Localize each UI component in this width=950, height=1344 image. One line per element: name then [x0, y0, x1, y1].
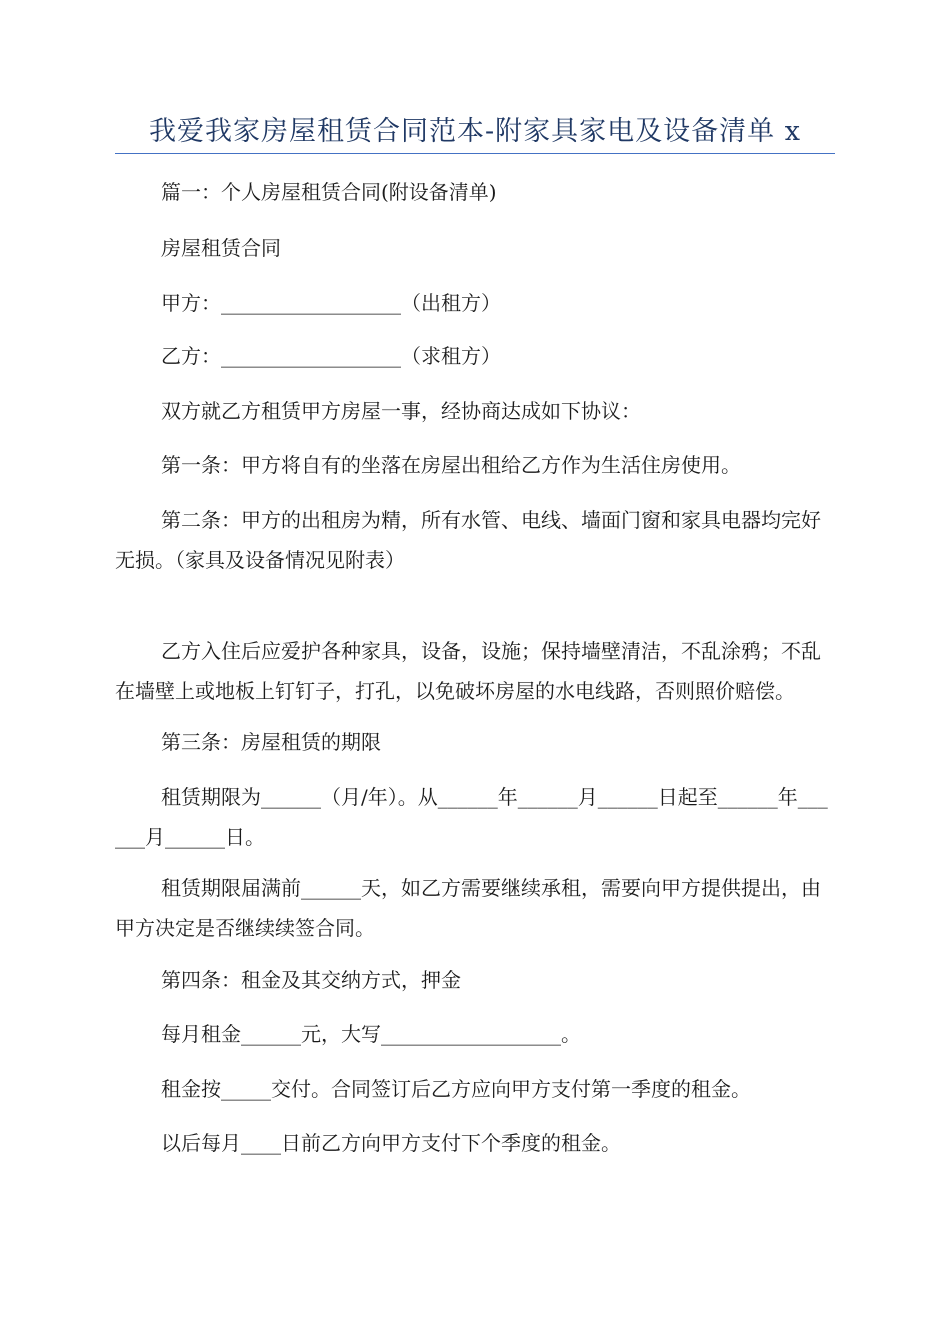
section-heading-part-one: 篇一：个人房屋租赁合同(附设备清单) [161, 180, 497, 204]
article-two: 第二条：甲方的出租房为精，所有水管、电线、墙面门窗和家具电器均完好无损。（家具及设备情况见附表） [115, 508, 821, 572]
rent-payment-terms: 租金按_____交付。合同签订后乙方应向甲方支付第一季度的租金。 [161, 1077, 751, 1101]
document-title: 我爱我家房屋租赁合同范本-附家具家电及设备清单 x [149, 116, 801, 147]
agreement-intro: 双方就乙方租赁甲方房屋一事，经协商达成如下协议： [161, 399, 641, 423]
quarterly-payment: 以后每月____日前乙方向甲方支付下个季度的租金。 [161, 1131, 621, 1155]
tenant-obligations: 乙方入住后应爱护各种家具，设备，设施；保持墙壁清洁，不乱涂鸦；不乱在墙壁上或地板上钉钉子，打孔，以免破坏房屋的水电线路，否则照价赔偿。 [115, 639, 821, 703]
monthly-rent: 每月租金______元，大写__________________。 [161, 1022, 581, 1046]
renewal-clause: 租赁期限届满前______天，如乙方需要继续承租，需要向甲方提供提出，由甲方决定是否继续续签合同。 [115, 876, 821, 940]
title-underline [115, 153, 835, 154]
article-three: 第三条：房屋租赁的期限 [161, 730, 381, 754]
article-four: 第四条：租金及其交纳方式，押金 [161, 968, 461, 992]
contract-heading: 房屋租赁合同 [161, 236, 281, 260]
party-b-line: 乙方：__________________（求租方） [161, 344, 501, 368]
lease-term: 租赁期限为______（月/年）。从______年______月______日起至______年______月______日。 [115, 785, 828, 849]
article-one: 第一条：甲方将自有的坐落在房屋出租给乙方作为生活住房使用。 [161, 453, 741, 477]
party-a-line: 甲方：__________________（出租方） [161, 291, 501, 315]
